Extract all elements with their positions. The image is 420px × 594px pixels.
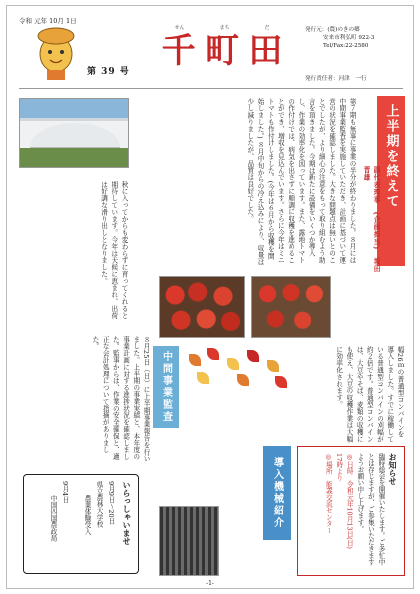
greenhouse-photo: [19, 98, 129, 168]
notice-time: 17時より: [334, 453, 343, 482]
publisher-address: 安来市利弘町 922-3: [323, 35, 375, 42]
article3-body: 幅26ｍの普通型コンバインを導入しました。すでに稼働している普通型コンバインの刈幅が約２倍です。普通型コンバインは、大豆やそば、麦類の収穫にも使え、大豆の収穫作業は大幅に効率化されます。: [334, 346, 404, 443]
notice-date: ◎日時 令和元年10月13日(日): [345, 453, 354, 549]
article1-continued: 秋に入ってからも変わらずに育ってくれると期待しています。今年は天候に恵まれ、出荷は好調な滑り出しとなりました。: [99, 181, 128, 319]
welcome-item-5: 中国四国農政局: [49, 495, 57, 542]
title-char-2: 町: [204, 31, 239, 71]
welcome-title: いらっしゃいませ: [122, 481, 131, 545]
tomato-photo-2: [251, 276, 331, 338]
mascot-icon: [33, 24, 79, 82]
publisher-name: 発行元：(農)のきの郷: [305, 27, 360, 33]
welcome-box: [23, 474, 139, 574]
combine-harvester-photo: [159, 506, 219, 576]
tomato-photo-1: [159, 276, 245, 338]
issue-date: 令和 元年 10月 1日: [19, 17, 77, 25]
notice-box: [297, 446, 405, 576]
ruby-1: せん: [174, 25, 185, 31]
page-number: -1-: [206, 580, 214, 587]
welcome-item-2: 県立農林大学校: [95, 481, 103, 528]
autumn-illustration-area: [183, 346, 293, 424]
article2-body: ８月25日（日）に上半期事業報告を行いました。上半期の事業実績と、本年度の事業計画に対する進捗状況を確認しました。監事からは、作業の安全確保と、適正な会計処理について指摘がありました。: [90, 336, 150, 463]
article3-title: 導入機械紹介: [263, 446, 291, 540]
newsletter-title: [157, 24, 287, 78]
title-characters: [157, 31, 287, 71]
welcome-item-3: 農業体験受入: [83, 495, 91, 535]
welcome-item-1: 9月9日〜20日: [107, 481, 115, 525]
editor-info: 発行責任者：河津 一行: [305, 76, 367, 82]
article1-title: 上半期を終えて: [377, 96, 405, 266]
autumn-leaves-icon: [183, 346, 293, 390]
ruby-2: まち: [219, 25, 230, 31]
notice-title: お知らせ: [388, 453, 397, 485]
publisher-phone: Tel/Fax:22-2580: [323, 43, 369, 50]
welcome-item-4: 9月4日: [61, 481, 69, 503]
notice-detail: ご多忙中とは存じますが、ご参集いただきますようお願い申し上げます。: [355, 453, 385, 566]
publisher-info: [305, 26, 374, 50]
ruby-3: だ: [264, 25, 270, 31]
header-divider: [19, 88, 403, 89]
title-ruby: [157, 24, 287, 31]
title-char-1: 千: [161, 31, 196, 71]
issue-number: 第 39 号: [87, 67, 130, 77]
title-char-3: 田: [248, 31, 283, 71]
newsletter-page: [6, 5, 414, 589]
notice-main: 臨時総会を開催いたします。: [377, 453, 385, 539]
article1-body: 第７期も無事に事業の半分が終わりました。８月には中間事業監査を実施していただき、計画に基づいて運営の状況を確認しました。大きな問題点は無いとのことでしたが、より細心の注意をもって取り組むよう助言を頂きました。今期は新たに設備をいくつか導入し、作業の効率化を図っています。また、露地トマトの作付けでは、病気を出さずに順調に収穫を進めることができ、増収を見込んでいます。さらに今年はミニトマトも作付けしました。(今年は６月から収穫を開始しました。) ８月中旬からの冷え込みにより、収量は少し減りましたが、品質は良好でした。: [245, 98, 356, 266]
article1-byline: 副代表理事 (企画担当) 坂田晋雄: [362, 166, 380, 274]
notice-body: [323, 453, 386, 571]
article2-title: 中間事業監査: [153, 346, 179, 428]
notice-place: ◎場所 能義交流センター: [324, 453, 333, 534]
